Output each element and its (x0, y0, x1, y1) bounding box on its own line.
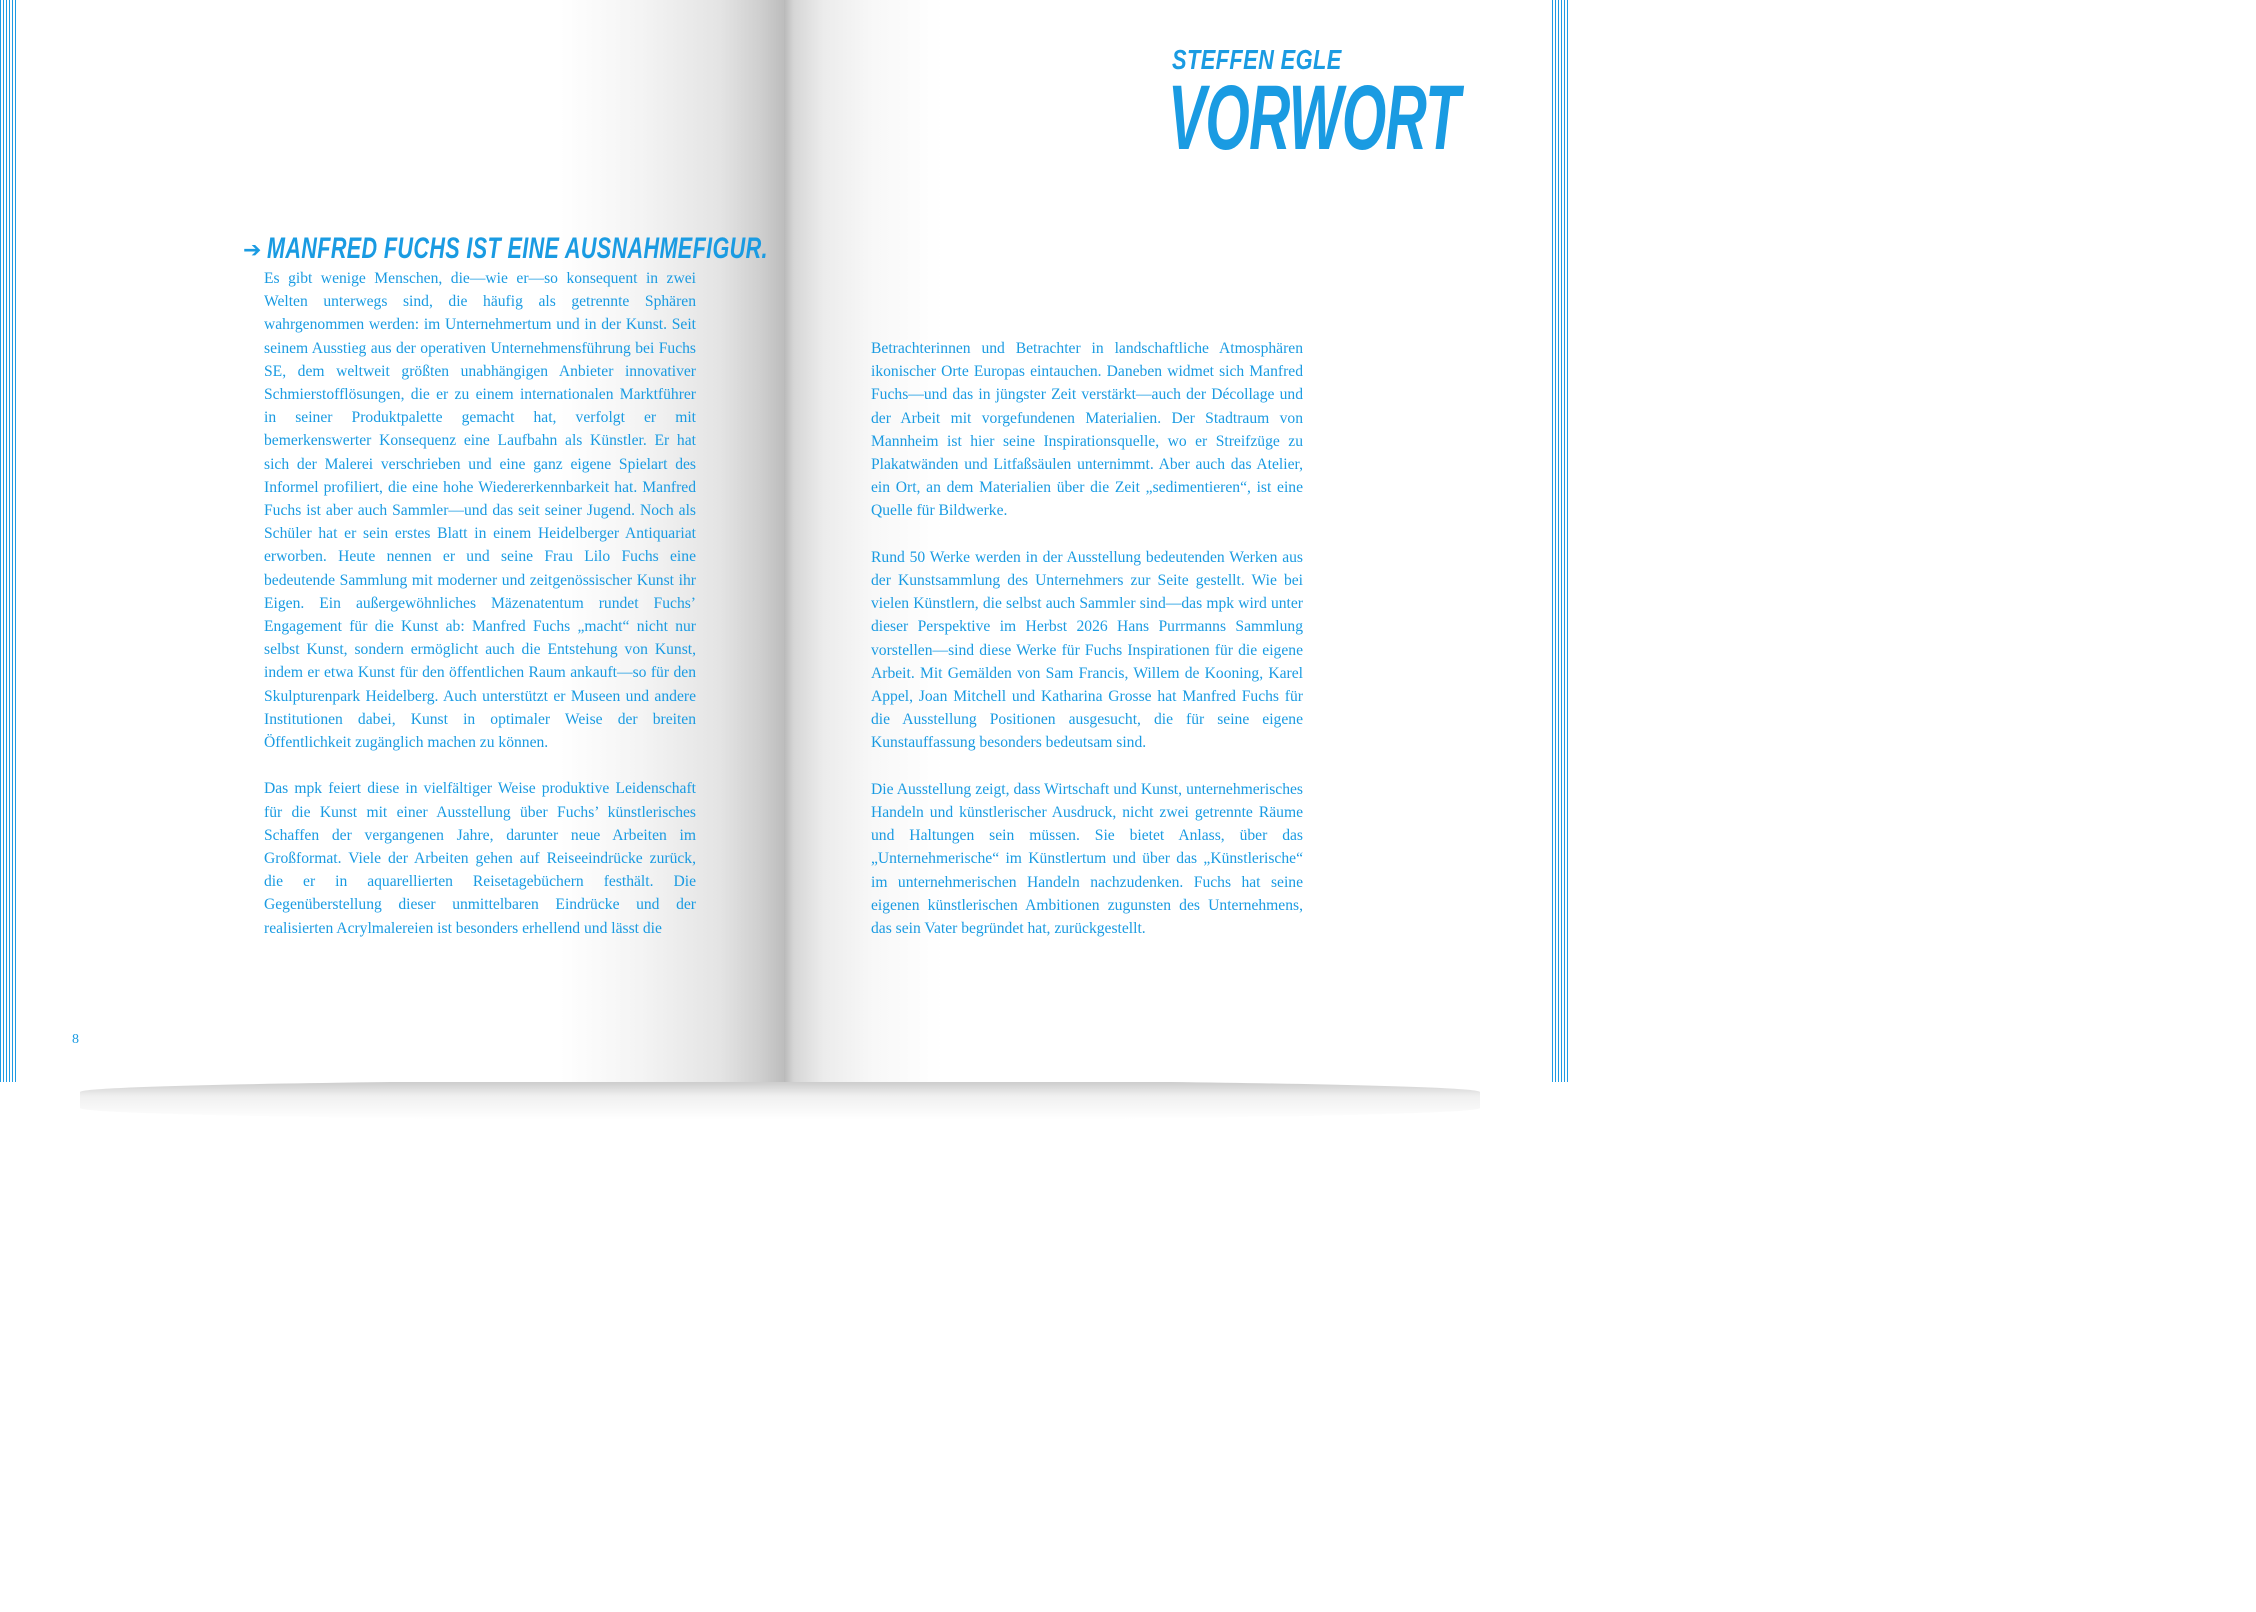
page-number: 8 (72, 1032, 79, 1047)
book-spread (0, 0, 1568, 1120)
paragraph: Rund 50 Werke werden in der Ausstellung bedeutenden Werken aus der Kunstsammlung des Unternehmers zur Seite gestellt. Wie bei vielen Künstlern, die selbst auch Sammler sind—das mpk wird unter dieser Perspektive im Herbst 2026 Hans Purrmanns Sammlung vorstellen—sind diese Werke für Fuchs Inspirationen für die eigene Arbeit. Mit Gemälden von Sam Francis, Willem de Kooning, Karel Appel, Joan Mitchell und Katharina Grosse hat Manfred Fuchs für die Ausstellung Positionen ausgesucht, die für seine eigene Kunstauffassung besonders bedeutsam sind. (871, 548, 1303, 752)
arrow-right-icon: ➔ (243, 238, 262, 263)
left-page-edge (0, 0, 18, 1082)
page-title: VORWORT (1168, 67, 1460, 169)
paragraph: Die Ausstellung zeigt, dass Wirtschaft und Kunst, unternehmerisches Handeln und künstlerischer Ausdruck, nicht zwei getrennte Räume und Haltungen sein müssen. Sie bietet Anlass, über das „Unternehmerische“ im Künstlertum und über das „Künstlerische“ im unternehmerischen Handeln nachzudenken. Fuchs hat seine eigenen künstlerischen Ambitionen zugunsten des Unternehmens, das sein Vater begründet hat, zurückgestellt. (871, 780, 1303, 938)
left-page (0, 0, 784, 1082)
right-text-column (871, 337, 1303, 940)
headline-row (243, 232, 784, 266)
left-text-column (264, 267, 696, 940)
paragraph: Das mpk feiert diese in vielfältiger Weise produktive Leidenschaft für die Kunst mit einer Ausstellung über Fuchs’ künstlerisches Schaffen der vergangenen Jahre, darunter neue Arbeiten im Großformat. Viele der Arbeiten gehen auf Reiseeindrücke zurück, die er in aquarellierten Reisetagebüchern festhält. Die Gegenüberstellung dieser unmittelbaren Eindrücke und der realisierten Acrylmalereien ist besonders erhellend und lässt die (264, 780, 696, 937)
right-page-edge (1550, 0, 1568, 1082)
author-kicker: STEFFEN EGLE (1172, 44, 1342, 75)
book-shadow (80, 1080, 1480, 1120)
paragraph: Betrachterinnen und Betrachter in landschaftliche Atmosphären ikonischer Orte Europas eintauchen. Daneben widmet sich Manfred Fuchs—und das in jüngster Zeit verstärkt—auch der Décollage und der Arbeit mit vorgefundenen Materialien. Der Stadtraum von Mannheim ist hier seine Inspirationsquelle, wo er Streifzüge zu Plakatwänden und Litfaßsäulen unternimmt. Aber auch das Atelier, ein Ort, an dem Materialien über die Zeit „sedimentieren“, ist eine Quelle für Bildwerke. (871, 340, 1303, 520)
paragraph: Es gibt wenige Menschen, die—wie er—so konsequent in zwei Welten unterwegs sind, die häufig als getrennte Sphären wahrgenommen werden: im Unternehmertum und in der Kunst. Seit seinem Ausstieg aus der operativen Unternehmensführung bei Fuchs SE, dem weltweit größten unabhängigen Anbieter innovativer Schmierstofflösungen, die er zu einem internationalen Marktführer in seiner Produktpalette gemacht hat, verfolgt er mit bemerkenswerter Konsequenz eine Laufbahn als Künstler. Er hat sich der Malerei verschrieben und eine ganz eigene Spielart des Informel profiliert, die eine hohe Wiedererkennbarkeit hat. Manfred Fuchs ist aber auch Sammler—und das seit seiner Jugend. Noch als Schüler hat er sein erstes Blatt in einem Heidelberger Antiquariat erworben. Heute nennen er und seine Frau Lilo Fuchs eine bedeutende Sammlung mit moderner und zeitgenössischer Kunst ihr Eigen. Ein außergewöhnliches Mäzenatentum rundet Fuchs’ Engagement für die Kunst ab: Manfred Fuchs „macht“ nicht nur selbst Kunst, sondern ermöglicht auch die Entstehung von Kunst, indem er etwa Kunst für den öffentlichen Raum ankauft—so für den Skulpturenpark Heidelberg. Auch unterstützt er Museen und andere Institutionen dabei, Kunst in optimaler Weise der breiten Öffentlichkeit zugänglich machen zu können. (264, 270, 696, 752)
headline: MANFRED FUCHS IST EINE AUSNAHMEFIGUR. (267, 232, 769, 265)
